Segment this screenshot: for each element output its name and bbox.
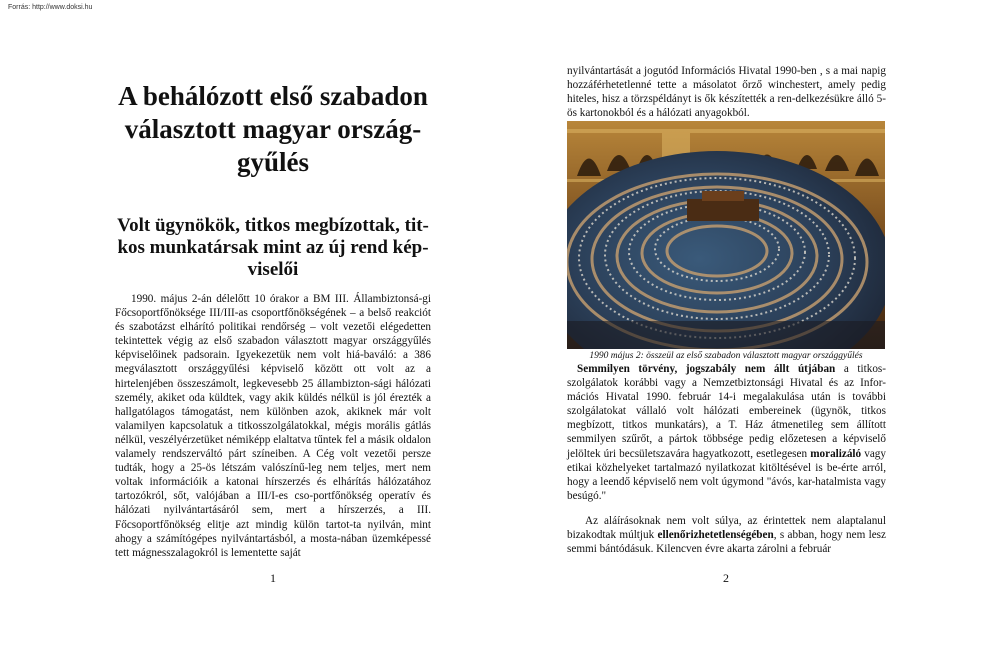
text-run: , s abban, hogy nem lesz semmi bántódásuk. Kilencven évre akarta zárolni a február <box>567 529 886 556</box>
photo-caption: 1990 május 2: összeül az első szabadon választott magyar országgyűlés <box>589 351 863 361</box>
text-run: Az aláírásoknak nem volt súlya, az érintettek nem alaptalanul bizakodtak múltjuk <box>567 515 886 542</box>
emphasis-law: Semmilyen törvény, jogszabály nem állt útjában <box>577 363 836 375</box>
right-body-paragraph-2 <box>567 514 886 556</box>
emphasis-uncheckability: ellenőrizhetetlenségében <box>657 529 774 542</box>
page-number-right: 2 <box>723 571 729 585</box>
article-title: A behálózott első szabadon választott magyar ország-gyűlés <box>118 81 428 177</box>
source-credit: Forrás: http://www.doksi.hu <box>8 4 93 11</box>
emphasis-moralizing: moralizáló <box>810 447 862 460</box>
right-body-paragraph-1 <box>567 362 886 503</box>
right-top-paragraph: nyilvántartását a jogutód Információs Hivatal 1990-ben , s a mai napig hozzáférhetetlenné tette a másolatot őrző winchestert, amely pedig hiteles, hisz a törzspéldányt is ők készítették a ren-delkezésükre álló 5-ös kartonokból és a hálózati anyagokból. <box>567 65 886 120</box>
parliament-photo <box>567 121 885 349</box>
page-number-left: 1 <box>270 571 276 585</box>
article-subtitle: Volt ügynökök, titkos megbízottak, tit-kos munkatársak mint az új rend kép-viselői <box>117 215 429 280</box>
left-body-paragraph: 1990. május 2-án délelőtt 10 órakor a BM III. Állambiztonsá-gi Főcsoportfőnöksége III/III-as csoportfőnökségének – a belső reakciót és szabotázst elhárító politikai rendőrség – volt vezetői elégedetten tekintettek végig az első szabadon választott magyar országgyűlés képviselőinek padsorain. Igyekezetük nem volt hiá-baváló: a 386 megválasztott országgyűlési képviselő között ott volt az a hirtelenjében összeszámolt, legkevesebb 25 állambizton-sági hálózati személy, akiket oda küldtek, vagy akik küldés nélkül is jól érezték a hallgatólagos támogatást, nem különben azok, akiknek már volt valamilyen kapcsolatuk a titkosszolgálatokkal, mégis morális gátlás nélkül, veszélyérzetüket némiképp elaltatva tűntek fel a másik oldalon valamely rendszerváltó párt színeiben. A Cég volt vezetői persze tudták, hogy a 25-ös létszám valószínű-leg nem teljes, mert nem voltak információik a katonai hírszerzés és elhárítás hálózatához tartozókról, sőt, valójában a III/I-es cso-portfőnökség operatív és hálózati nyilvántartásáról sem, mert a hírszerzés, a III. Főcsoportfőnökség elitje azt mindig külön tartot-ta nyilván, mint ahogy a számítógépes nyilvántartásból, a mosta-nában üzemképessé tett mágnesszalagokról is lementette saját <box>115 293 431 559</box>
left-page <box>115 0 431 648</box>
text-run: a titkos-szolgálatok korábbi vagy a Nemzetbiztonsági Hivatal és az Infor-mációs Hivatal 1990. február 14-i megalakulása után is további szolgálatokat vállaló volt hálózati embereinek (ügynök, titkos megbízott, titkos munkatárs), a T. Ház átmenetileg sem állított semmilyen szűrőt, a pártok többsége pedig előzetesen a képviselő jelöltek úri becsületszavára hagyatkozott, esetlegesen <box>567 363 887 460</box>
right-page <box>567 0 886 648</box>
text-run: vagy etikai közhelyeket tartalmazó nyilatkozat kitöltésével is be-érte arról, hogy a leendő képviselő nem volt úgymond "ávós, kar-hatalmista vagy besúgó." <box>567 447 886 502</box>
